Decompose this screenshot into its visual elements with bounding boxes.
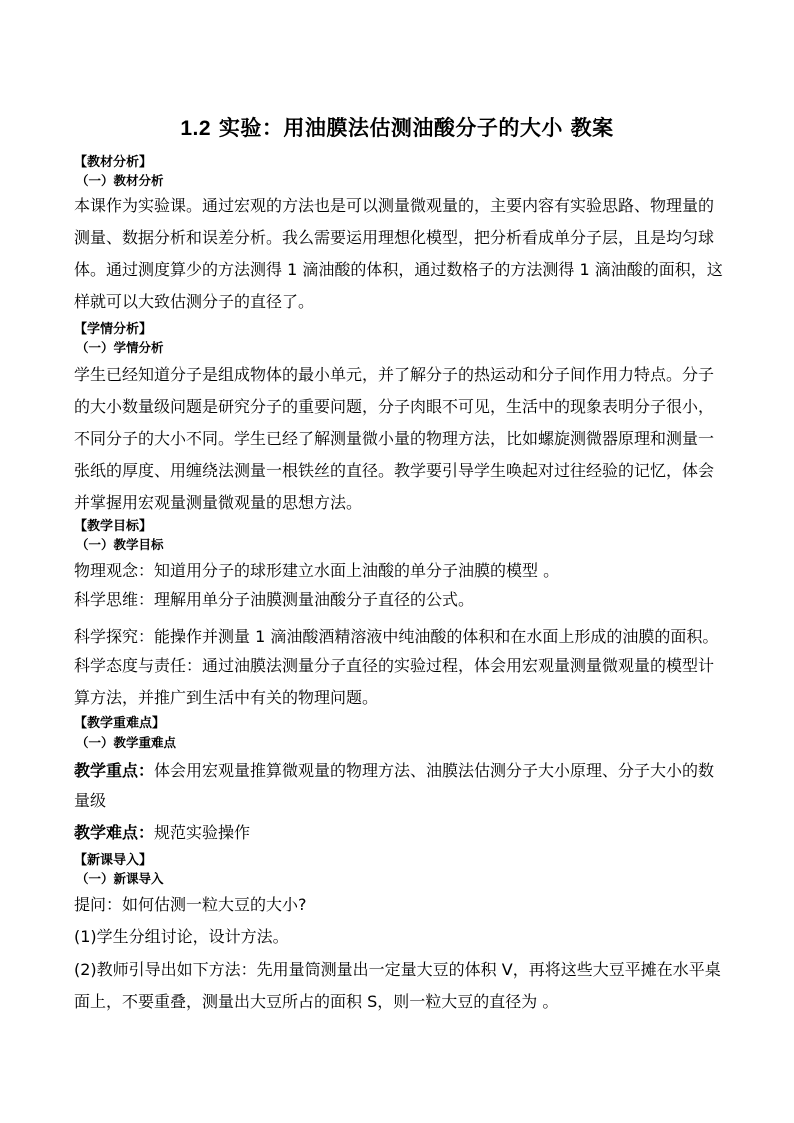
paragraph-line: 并掌握用宏观量测量微观量的思想方法。 (74, 493, 363, 512)
paragraph-line: 提问：如何估测一粒大豆的大小? (74, 895, 307, 914)
paragraph-line: 张纸的厚度、用缠绕法测量一根铁丝的直径。教学要引导学生唤起对过往经验的记忆，体会 (74, 461, 715, 480)
document-title (0, 112, 794, 142)
title-text: 实验：用油膜法估测油酸分子的大小 教案 (211, 116, 614, 140)
paragraph-line: 物理观念：知道用分子的球形建立水面上油酸的单分子油膜的模型 。 (74, 561, 560, 580)
section-heading-teaching-goals: 【教学目标】 (74, 519, 153, 534)
paragraph-line: (2)教师引导出如下方法：先用量筒测量出一定量大豆的体积 V，再将这些大豆平摊在水平桌 (74, 960, 721, 979)
paragraph-line: 的大小数量级问题是研究分子的重要问题，分子肉眼不可见，生活中的现象表明分子很小， (74, 397, 715, 416)
subheading-learner-analysis: （一）学情分析 (76, 340, 164, 355)
difficult-point-line (74, 820, 250, 843)
paragraph-line: 样就可以大致估测分子的直径了。 (74, 292, 315, 311)
paragraph-line: 体。通过测度算少的方法测得 1 滴油酸的体积，通过数格子的方法测得 1 滴油酸的面积，这 (74, 260, 723, 279)
title-number: 1.2 (180, 117, 212, 140)
paragraph-line: (1)学生分组讨论，设计方法。 (74, 927, 289, 946)
subheading-key-difficult-points: （一）教学重难点 (76, 735, 177, 750)
section-heading-new-lesson-intro: 【新课导入】 (74, 853, 153, 868)
difficult-point-text: 规范实验操作 (154, 823, 251, 842)
subheading-new-lesson-intro: （一）新课导入 (76, 871, 164, 886)
paragraph-line: 量级 (74, 791, 107, 810)
key-point-label: 教学重点： (74, 761, 155, 780)
paragraph-line: 面上，不要重叠，测量出大豆所占的面积 S，则一粒大豆的直径为 。 (74, 992, 559, 1011)
paragraph-line: 不同分子的大小不同。学生已经了解测量微小量的物理方法，比如螺旋测微器原理和测量一 (74, 429, 715, 448)
section-heading-textbook-analysis: 【教材分析】 (74, 155, 153, 170)
key-point-line (74, 758, 714, 781)
paragraph-line: 科学态度与责任：通过油膜法测量分子直径的实验过程，体会用宏观量测量微观量的模型计 (74, 656, 715, 675)
section-heading-learner-analysis: 【学情分析】 (74, 322, 153, 337)
difficult-point-label: 教学难点： (74, 823, 155, 842)
paragraph-line: 科学探究：能操作并测量 1 滴油酸酒精溶液中纯油酸的体积和在水面上形成的油膜的面积。 (74, 627, 719, 646)
paragraph-line: 测量、数据分析和误差分析。我么需要运用理想化模型，把分析看成单分子层，且是均匀球 (74, 228, 715, 247)
subheading-teaching-goals: （一）教学目标 (76, 537, 164, 552)
key-point-text: 体会用宏观量推算微观量的物理方法、油膜法估测分子大小原理、分子大小的数 (154, 761, 715, 780)
subheading-textbook-analysis: （一）教材分析 (76, 173, 164, 188)
paragraph-line: 学生已经知道分子是组成物体的最小单元，并了解分子的热运动和分子间作用力特点。分子 (74, 365, 715, 384)
paragraph-line: 科学思维：理解用单分子油膜测量油酸分子直径的公式。 (74, 590, 475, 609)
paragraph-line: 算方法，并推广到生活中有关的物理问题。 (74, 688, 379, 707)
section-heading-key-difficult-points: 【教学重难点】 (74, 716, 166, 731)
paragraph-line: 本课作为实验课。通过宏观的方法也是可以测量微观量的，主要内容有实验思路、物理量的 (74, 196, 715, 215)
